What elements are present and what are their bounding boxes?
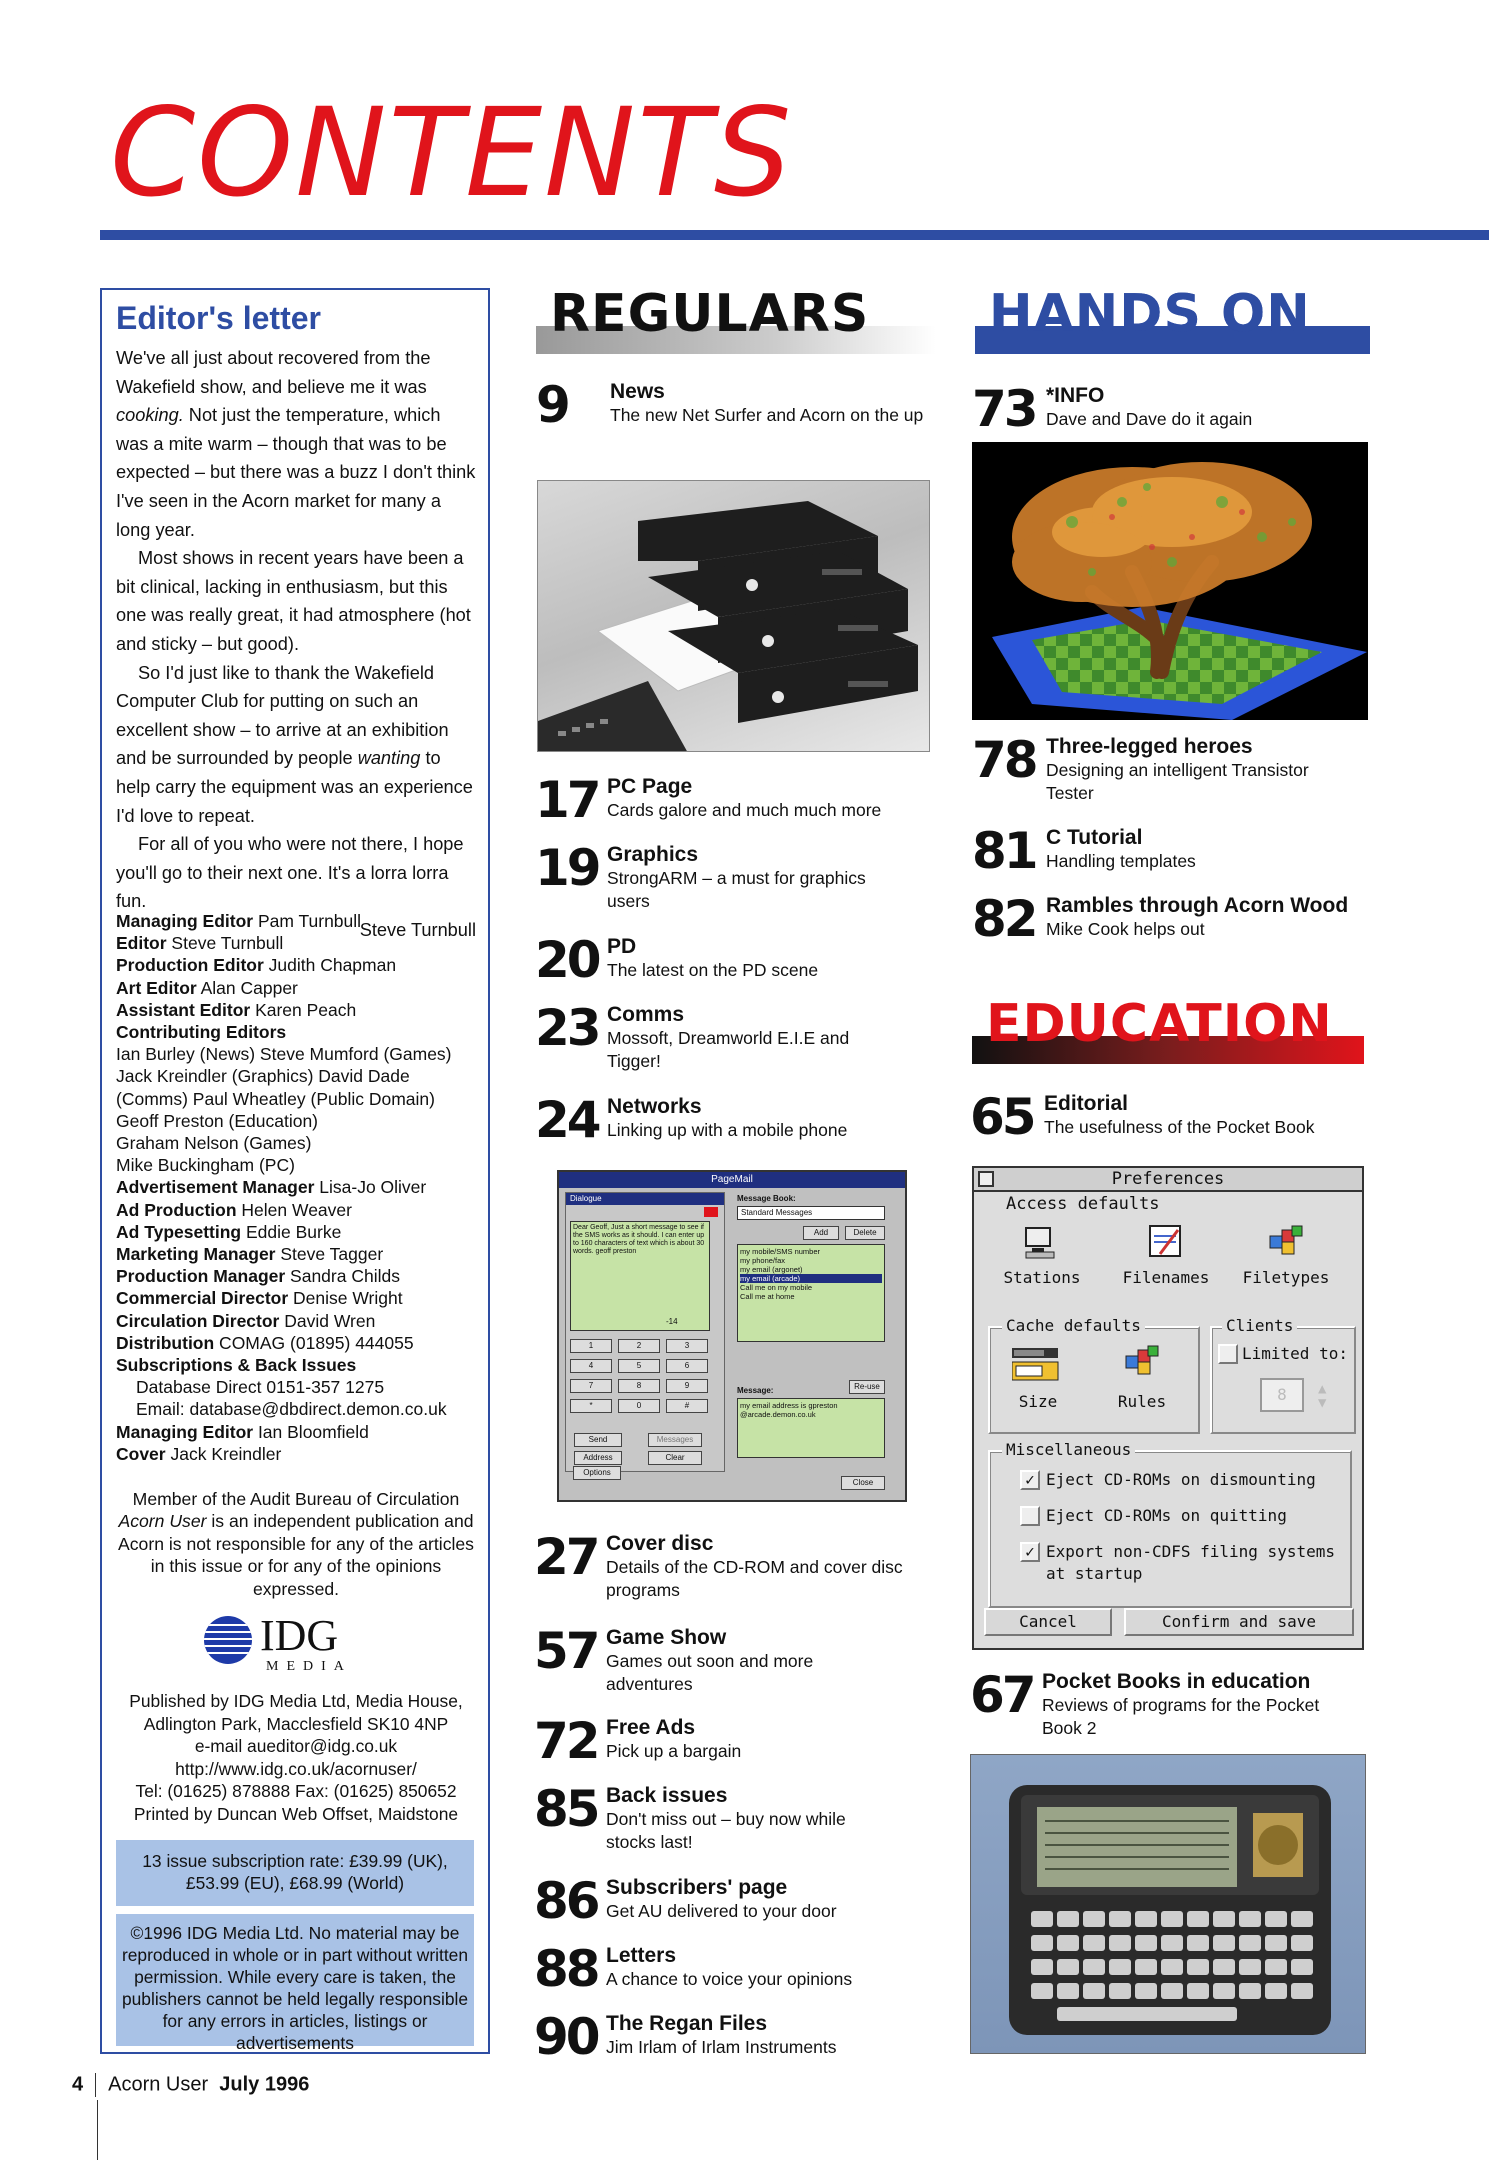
staff-role: Distribution	[116, 1332, 215, 1353]
hands-on-heading: HANDS ON	[989, 284, 1311, 344]
entry-title: Back issues	[606, 1784, 728, 1807]
message-book-select[interactable]: Standard Messages	[737, 1206, 885, 1220]
entry-description: Designing an intelligent Transistor Tester	[1046, 760, 1309, 803]
staff-row	[116, 1154, 486, 1176]
idg-logo-sub: MEDIA	[266, 1659, 352, 1672]
keypad-key[interactable]: 6	[666, 1359, 708, 1373]
clear-button[interactable]: Clear	[648, 1451, 702, 1465]
eject-quit-checkbox[interactable]	[1020, 1506, 1040, 1526]
entry-title: The Regan Files	[606, 2012, 768, 2035]
stations-icon[interactable]	[1024, 1224, 1058, 1260]
eject-dismount-label: Eject CD-ROMs on dismounting	[1046, 1470, 1316, 1489]
staff-row	[116, 1199, 486, 1221]
letter-emphasis: cooking.	[116, 405, 184, 426]
entry-page-number: 90	[534, 2008, 598, 2066]
message-list[interactable]	[737, 1244, 885, 1342]
pocket-book-photo	[970, 1754, 1366, 2054]
staff-row	[116, 910, 486, 932]
staff-name: Graham Nelson (Games)	[116, 1133, 312, 1154]
letter-text: We've all just about recovered from the Wakefield show, and believe me it was	[116, 348, 431, 397]
char-counter: -14	[666, 1317, 678, 1326]
messages-button[interactable]: Messages	[648, 1433, 702, 1447]
staff-name: Eddie Burke	[241, 1221, 342, 1242]
staff-role: Circulation Director	[116, 1310, 280, 1331]
entry-title: C Tutorial	[1046, 826, 1143, 849]
preferences-titlebar: Preferences	[974, 1168, 1362, 1192]
entry-title: News	[610, 380, 665, 403]
entry-title: Three-legged heroes	[1046, 735, 1253, 758]
pagemail-titlebar: PageMail	[559, 1172, 905, 1188]
entry-title: Pocket Books in education	[1042, 1670, 1311, 1693]
pagemail-window	[557, 1170, 907, 1502]
staff-name: Ian Burley (News) Steve Mumford (Games)	[116, 1044, 452, 1065]
staff-row	[116, 1376, 486, 1398]
staff-row	[116, 999, 486, 1021]
filetypes-label: Filetypes	[1242, 1268, 1330, 1287]
entry-page-number: 24	[535, 1091, 599, 1149]
entry-title: Subscribers' page	[606, 1876, 788, 1899]
entry-description: Details of the CD-ROM and cover disc programs	[606, 1557, 903, 1600]
staff-name: Mike Buckingham (PC)	[116, 1155, 295, 1176]
staff-row	[116, 1176, 486, 1198]
editors-letter-paragraph: Most shows in recent years have been a bit clinical, lacking in enthusiasm, but this one was really great, it had atmosphere (hot and sticky – but good).	[116, 548, 471, 654]
audit-statement	[112, 1488, 480, 1600]
dialogue-titlebar: Dialogue	[566, 1193, 724, 1205]
footer-page-number: 4	[72, 2073, 84, 2096]
staff-role: Production Manager	[116, 1266, 286, 1287]
message-body: my email address is gpreston @arcade.demon.co.uk	[737, 1398, 885, 1458]
audit-line: Member of the Audit Bureau of Circulation	[132, 1489, 460, 1509]
back-icon[interactable]	[978, 1171, 994, 1187]
staff-row	[116, 1443, 486, 1465]
publisher-phone: Tel: (01625) 878888 Fax: (01625) 850652	[135, 1781, 457, 1802]
fractal-tree-image	[972, 442, 1368, 720]
staff-name: Jack Kreindler (Graphics) David Dade	[116, 1066, 410, 1087]
entry-description: The latest on the PD scene	[607, 960, 819, 980]
education-heading: EDUCATION	[986, 994, 1333, 1054]
limit-input[interactable]: 8	[1260, 1378, 1304, 1412]
letter-text: So I'd just like to thank the Wakefield Computer Club for putting on such an excellent show – to arrive at an exhibition and be surrounded by people	[116, 662, 449, 769]
entry-page-number: 73	[972, 380, 1036, 438]
export-label: Export non-CDFS filing systems	[1046, 1542, 1335, 1561]
message-list-item[interactable]: Call me on my mobile	[740, 1283, 813, 1292]
editors-letter-paragraph	[116, 659, 476, 831]
entry-description: The usefulness of the Pocket Book	[1044, 1117, 1315, 1137]
entry-page-number: 78	[972, 731, 1036, 789]
regulars-heading: REGULARS	[550, 284, 870, 344]
message-textarea[interactable]: Dear Geoff, Just a short message to see if the SMS works as it should. I can enter up to 160 characters of text which is about 30 words. geoff preston	[570, 1221, 710, 1331]
export-label-cont: at startup	[1046, 1564, 1143, 1583]
entry-description: Handling templates	[1046, 851, 1196, 871]
staff-name: Geoff Preston (Education)	[116, 1110, 319, 1131]
page-title: CONTENTS	[110, 82, 794, 224]
subscription-box: 13 issue subscription rate: £39.99 (UK), £53.99 (EU), £68.99 (World)	[116, 1840, 474, 1906]
send-button[interactable]: Send	[574, 1433, 622, 1447]
staff-name: Helen Weaver	[236, 1199, 352, 1220]
keypad-key[interactable]: 2	[618, 1339, 660, 1353]
entry-description: Jim Irlam of Irlam Instruments	[606, 2037, 837, 2057]
keypad-key[interactable]: 9	[666, 1379, 708, 1393]
title-rule	[100, 230, 1489, 240]
staff-name: Steve Tagger	[275, 1244, 384, 1265]
staff-role: Advertisement Manager	[116, 1177, 315, 1198]
staff-role: Managing Editor	[116, 1421, 254, 1442]
publisher-info	[108, 1690, 484, 1826]
staff-name: Email: database@dbdirect.demon.co.uk	[136, 1399, 447, 1420]
editors-signature: Steve Turnbull	[359, 919, 476, 940]
staff-name: Alan Capper	[196, 977, 298, 998]
staff-row	[116, 1332, 486, 1354]
miscellaneous-label: Miscellaneous	[1002, 1440, 1135, 1459]
cancel-button[interactable]: Cancel	[984, 1608, 1112, 1636]
staff-name: Denise Wright	[288, 1288, 403, 1309]
entry-title: *INFO	[1046, 384, 1105, 407]
staff-row	[116, 1354, 486, 1376]
entry-description: Reviews of programs for the Pocket Book 2	[1042, 1695, 1320, 1738]
reuse-button[interactable]: Re-use	[849, 1380, 885, 1394]
eject-dismount-checkbox[interactable]: ✓	[1020, 1470, 1040, 1490]
idg-logo-main: IDG	[260, 1612, 339, 1660]
limit-stepper-icon[interactable]: ▲ ▼	[1318, 1381, 1327, 1411]
entry-title: Cover disc	[606, 1532, 714, 1555]
dialogue-panel	[565, 1192, 725, 1472]
staff-role: Cover	[116, 1443, 166, 1464]
staff-row	[116, 1110, 486, 1132]
audit-text: is an independent publication and Acorn is not responsible for any of the articles in this issue or for any of the opinions expressed.	[118, 1511, 474, 1599]
staff-name: Karen Peach	[250, 999, 357, 1020]
entry-title: Editorial	[1044, 1092, 1129, 1115]
close-icon[interactable]	[704, 1207, 718, 1217]
netsurfer-boxes-image	[538, 481, 930, 752]
entry-title: Game Show	[606, 1626, 727, 1649]
footer-rule	[97, 2100, 98, 2160]
publisher-printer: Printed by Duncan Web Offset, Maidstone	[133, 1803, 459, 1824]
staff-name: Sandra Childs	[285, 1266, 400, 1287]
entry-page-number: 86	[534, 1872, 598, 1930]
staff-name: COMAG (01895) 444055	[214, 1332, 414, 1353]
editors-letter-paragraph: For all of you who were not there, I hope you'll go to their next one. It's a lorra lorra fun.	[116, 834, 464, 912]
staff-row	[116, 1221, 486, 1243]
entry-page-number: 9	[536, 376, 568, 434]
staff-row	[116, 1398, 486, 1420]
entry-description: Get AU delivered to your door	[606, 1901, 837, 1921]
staff-row	[116, 1287, 486, 1309]
filenames-icon[interactable]	[1148, 1224, 1184, 1260]
entry-description: Pick up a bargain	[606, 1741, 742, 1761]
staff-role: Editor	[116, 933, 167, 954]
staff-name: Judith Chapman	[263, 955, 397, 976]
entry-title: Free Ads	[606, 1716, 696, 1739]
editors-letter-paragraph	[116, 344, 476, 544]
entry-page-number: 17	[535, 771, 599, 829]
message-list-item[interactable]: my mobile/SMS number	[740, 1247, 821, 1256]
staff-name: Ian Bloomfield	[253, 1421, 369, 1442]
keypad-key[interactable]: 8	[618, 1379, 660, 1393]
staff-row	[116, 977, 486, 999]
entry-page-number: 82	[972, 890, 1036, 948]
filenames-label: Filenames	[1122, 1268, 1210, 1287]
entry-page-number: 81	[972, 822, 1036, 880]
entry-page-number: 85	[534, 1780, 598, 1838]
add-button[interactable]: Add	[803, 1226, 839, 1240]
staff-row	[116, 1043, 486, 1065]
entry-description: Cards galore and much much more	[607, 800, 882, 820]
entry-page-number: 57	[534, 1622, 598, 1680]
rules-label: Rules	[1117, 1392, 1167, 1411]
entry-title: PD	[607, 935, 637, 958]
entry-description: A chance to voice your opinions	[606, 1969, 853, 1989]
staff-row	[116, 1132, 486, 1154]
delete-button[interactable]: Delete	[845, 1226, 885, 1240]
audit-publication: Acorn User	[118, 1511, 207, 1532]
message-list-item[interactable]: Call me at home	[740, 1292, 795, 1301]
options-button[interactable]: Options	[573, 1466, 621, 1480]
message-list-item[interactable]: my email (argonet)	[740, 1265, 803, 1274]
publisher-line: Adlington Park, Macclesfield SK10 4NP	[143, 1713, 449, 1734]
staff-role: Managing Editor	[116, 911, 254, 931]
regulars-banner	[536, 284, 936, 354]
clients-label: Clients	[1222, 1316, 1297, 1335]
size-label: Size	[1018, 1392, 1058, 1411]
staff-name: (Comms) Paul Wheatley (Public Domain)	[116, 1088, 435, 1109]
staff-row	[116, 1310, 486, 1332]
keypad-key[interactable]: 1	[570, 1339, 612, 1353]
letter-text: Not just the temperature, which was a mite warm – though that was to be expected – but there was a buzz I don't think I've seen in the Acorn market for many a long year.	[116, 405, 476, 540]
netsurfer-photo	[537, 480, 930, 752]
keypad-key[interactable]: *	[570, 1399, 612, 1413]
keypad-key[interactable]: 0	[618, 1399, 660, 1413]
publisher-email: e-mail aueditor@idg.co.uk	[194, 1736, 398, 1757]
entry-description: The new Net Surfer and Acorn on the up	[610, 405, 924, 425]
stations-label: Stations	[1003, 1268, 1081, 1287]
entry-page-number: 67	[970, 1666, 1034, 1724]
fractal-tree-render	[972, 442, 1368, 720]
entry-page-number: 88	[534, 1940, 598, 1998]
address-button[interactable]: Address	[574, 1451, 622, 1465]
eject-quit-label: Eject CD-ROMs on quitting	[1046, 1506, 1287, 1525]
entry-description: Mike Cook helps out	[1046, 919, 1205, 939]
staff-role: Assistant Editor	[116, 999, 251, 1020]
editors-letter-body	[116, 344, 476, 944]
limited-checkbox[interactable]	[1218, 1344, 1238, 1364]
access-defaults-label: Access defaults	[1002, 1194, 1164, 1214]
staff-name: Steve Turnbull	[166, 933, 284, 954]
staff-row	[116, 1088, 486, 1110]
staff-role: Art Editor	[116, 977, 197, 998]
confirm-and-save-button[interactable]: Confirm and save	[1124, 1608, 1354, 1636]
entry-page-number: 23	[535, 999, 599, 1057]
rules-icon[interactable]	[1122, 1344, 1162, 1380]
staff-role: Ad Production	[116, 1199, 237, 1220]
keypad-key[interactable]: 4	[570, 1359, 612, 1373]
message-list-item[interactable]: my email (arcade)	[740, 1274, 882, 1283]
footer-magazine: Acorn User	[108, 2073, 209, 2096]
limited-label: Limited to:	[1242, 1344, 1348, 1363]
entry-page-number: 65	[970, 1088, 1034, 1146]
staff-name: Database Direct 0151-357 1275	[136, 1377, 385, 1398]
audit-line	[112, 1510, 480, 1600]
entry-page-number: 72	[534, 1712, 598, 1770]
letter-text: to help carry the equipment was an experience I'd love to repeat.	[116, 748, 473, 826]
footer-separator	[95, 2073, 96, 2097]
entry-description: Mossoft, Dreamworld E.I.E and Tigger!	[607, 1028, 850, 1071]
editors-letter-box	[100, 288, 490, 2054]
entry-page-number: 20	[535, 931, 599, 989]
cache-defaults-label: Cache defaults	[1002, 1316, 1145, 1335]
keypad-key[interactable]: 7	[570, 1379, 612, 1393]
publisher-url: http://www.idg.co.uk/acornuser/	[175, 1758, 417, 1779]
staff-row	[116, 1065, 486, 1087]
staff-row	[116, 932, 486, 954]
keypad-key[interactable]: 3	[666, 1339, 708, 1353]
entry-description: Linking up with a mobile phone	[607, 1120, 848, 1140]
entry-title: Networks	[607, 1095, 702, 1118]
staff-role: Ad Typesetting	[116, 1221, 242, 1242]
staff-name: Pam Turnbull	[253, 911, 362, 931]
export-checkbox[interactable]: ✓	[1020, 1542, 1040, 1562]
publisher-line: Published by IDG Media Ltd, Media House,	[129, 1691, 463, 1711]
staff-row	[116, 1265, 486, 1287]
staff-role: Commercial Director	[116, 1288, 289, 1309]
footer-issue: July 1996	[219, 2073, 310, 2096]
message-list-item[interactable]: my phone/fax	[740, 1256, 786, 1265]
keypad-key[interactable]: #	[666, 1399, 708, 1413]
entry-description: Dave and Dave do it again	[1046, 409, 1253, 429]
entry-description: Games out soon and more adventures	[606, 1651, 814, 1694]
entry-title: Comms	[607, 1003, 685, 1026]
staff-role: Contributing Editors	[116, 1022, 287, 1043]
staff-role: Marketing Manager	[116, 1244, 276, 1265]
message-book-label: Message Book:	[737, 1194, 796, 1203]
editors-letter-heading: Editor's letter	[116, 300, 321, 336]
entry-description: StrongARM – a must for graphics users	[607, 868, 866, 911]
pocket-book-device-image	[971, 1755, 1366, 2054]
staff-role: Production Editor	[116, 955, 264, 976]
staff-row	[116, 1021, 486, 1043]
filetypes-icon[interactable]	[1266, 1224, 1306, 1260]
idg-globe-icon	[202, 1612, 392, 1672]
entry-title: Letters	[606, 1944, 677, 1967]
entry-page-number: 19	[535, 839, 599, 897]
entry-title: PC Page	[607, 775, 693, 798]
staff-list	[116, 910, 486, 1465]
staff-name: Lisa-Jo Oliver	[314, 1177, 427, 1198]
education-banner	[972, 994, 1364, 1064]
staff-row	[116, 954, 486, 976]
page-footer	[72, 2073, 309, 2097]
entry-description: Don't miss out – buy now while stocks last!	[606, 1809, 846, 1852]
idg-media-logo	[202, 1612, 392, 1672]
staff-name: Jack Kreindler	[165, 1443, 282, 1464]
copyright-box: ©1996 IDG Media Ltd. No material may be reproduced in whole or in part without written permission. While every care is taken, the publishers cannot be held legally responsible for any errors in articles, listings or advertisements	[116, 1914, 474, 2046]
staff-row	[116, 1421, 486, 1443]
entry-title: Graphics	[607, 843, 699, 866]
staff-name: David Wren	[279, 1310, 376, 1331]
staff-role: Subscriptions & Back Issues	[116, 1355, 357, 1376]
preferences-window	[972, 1166, 1364, 1650]
letter-emphasis: wanting	[357, 748, 421, 769]
entry-page-number: 27	[534, 1528, 598, 1586]
close-button[interactable]: Close	[841, 1476, 885, 1490]
keypad-key[interactable]: 5	[618, 1359, 660, 1373]
staff-row	[116, 1243, 486, 1265]
entry-title: Rambles through Acorn Wood	[1046, 894, 1349, 917]
size-icon[interactable]	[1012, 1346, 1060, 1382]
message-label: Message:	[737, 1386, 774, 1395]
hands-on-banner	[975, 284, 1370, 354]
